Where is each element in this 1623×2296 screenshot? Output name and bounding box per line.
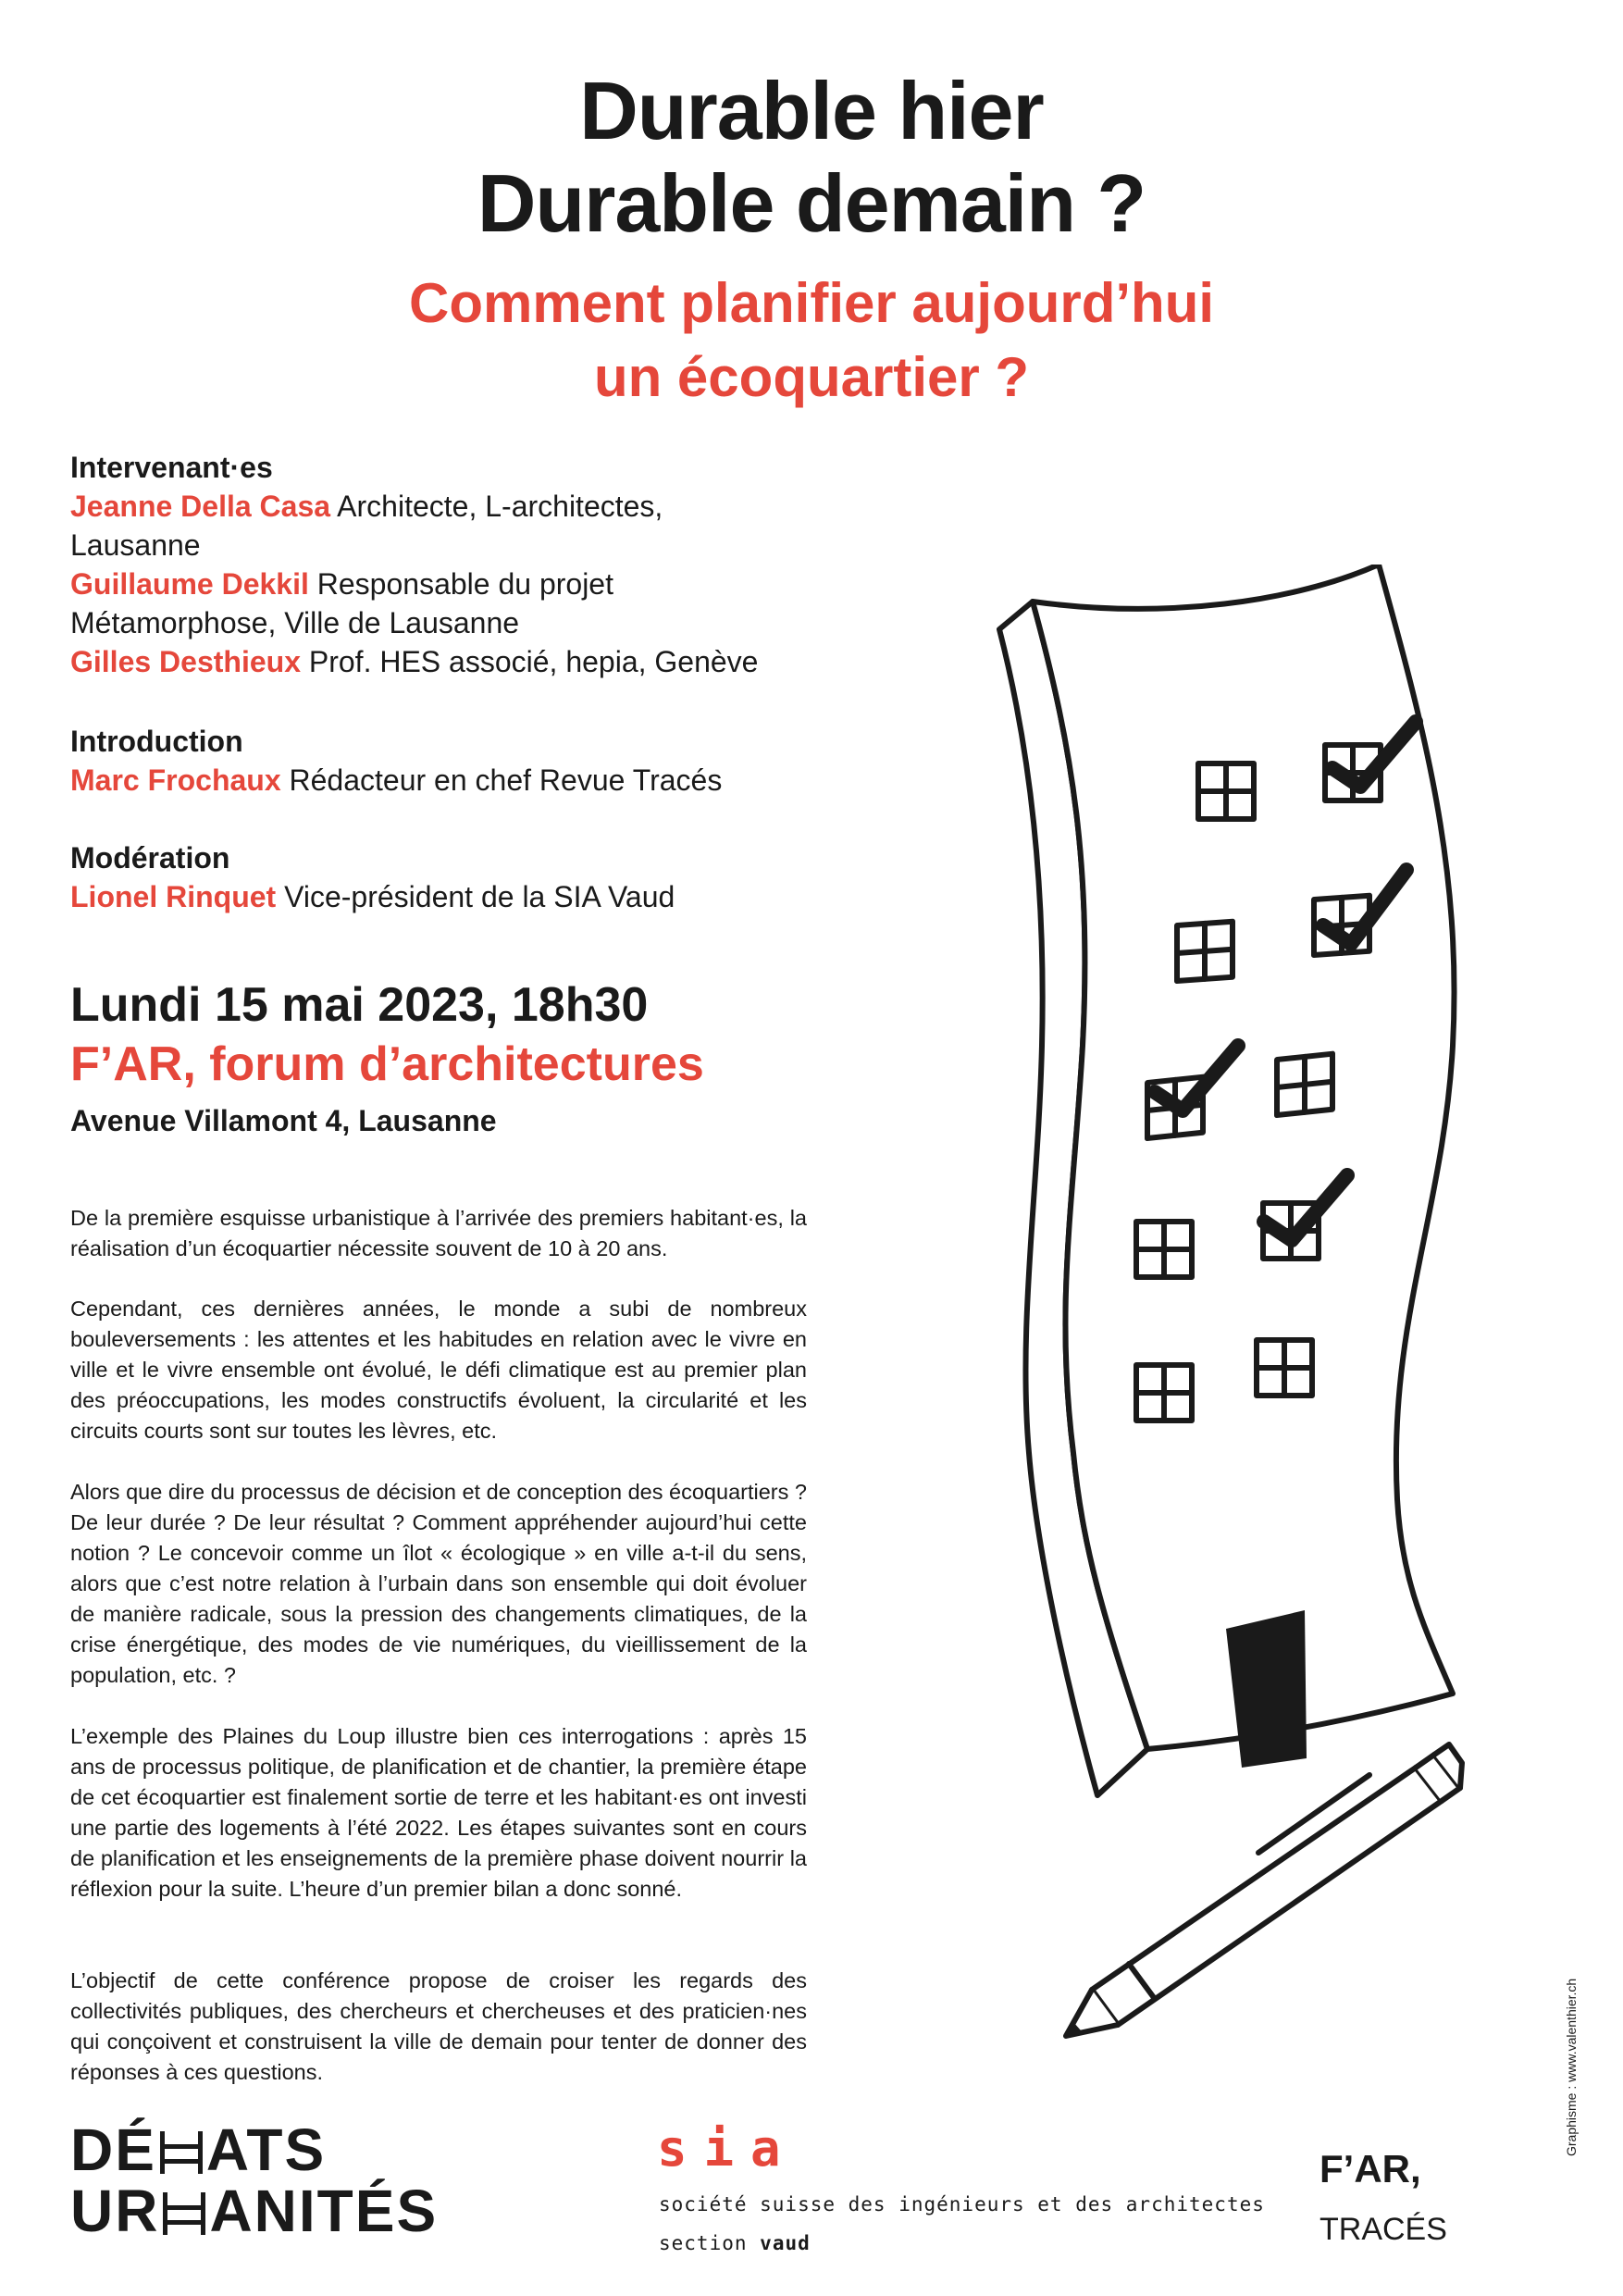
logo-text: UR [70, 2178, 160, 2244]
pen-icon [1066, 1744, 1462, 2036]
traces-logo: TRACÉS [1319, 2212, 1447, 2247]
building-illustration [981, 565, 1573, 2045]
introduction-section [70, 722, 811, 800]
speaker-name: Jeanne Della Casa [70, 490, 331, 523]
introduction-name: Marc Frochaux [70, 763, 281, 797]
speaker-name: Guillaume Dekkil [70, 567, 309, 601]
speaker-2 [70, 565, 811, 642]
speaker-role: Prof. HES associé, hepia, Genève [308, 645, 759, 678]
introduction-person [70, 761, 811, 800]
speaker-3 [70, 642, 811, 681]
logo-text: ATS [205, 2116, 327, 2183]
title-line-2: Durable demain ? [477, 157, 1146, 249]
speaker-1 [70, 487, 811, 565]
speaker-role: Architecte, L-architectes, [337, 490, 663, 523]
title-line-1: Durable hier [579, 65, 1044, 156]
far-logo: F’AR, [1319, 2147, 1421, 2191]
sia-logo: sia [657, 2119, 798, 2178]
sia-section-name: vaud [760, 2232, 811, 2254]
body-paragraph-4: L’exemple des Plaines du Loup illustre bien ces interrogations : après 15 ans de processus politique, de planification et de chantier, la première étape de cet écoquartier est finalement sortie de terre et les habitant·es ont investi une partie des logements à l’été 2022. Les étapes suivantes sont en cours de planification et les enseignements de la première phase doivent nourrir la réflexion pour la suite. L’heure d’un premier bilan a donc sonné. [70, 1724, 807, 1901]
speaker-role: Responsable du projet [316, 567, 613, 601]
speaker-role-cont: Métamorphose, Ville de Lausanne [70, 606, 520, 639]
subtitle-line-1: Comment planifier aujourd’hui [408, 272, 1215, 334]
speaker-name: Gilles Desthieux [70, 645, 301, 678]
moderation-section [70, 838, 811, 916]
introduction-heading: Introduction [70, 725, 243, 758]
sia-section-prefix: section [659, 2232, 748, 2254]
moderation-role: Vice-président de la SIA Vaud [284, 880, 675, 913]
event-venue: F’AR, forum d’architectures [70, 1037, 704, 1091]
body-paragraph-3: Alors que dire du processus de décision et de conception des écoquartiers ? De leur durée ? De leur résultat ? Comment appréhender aujourd’hui cette notion ? Le concevoir comme un îlot « écologique » en ville a-t-il du sens, alors que c’est notre relation à l’urbain dans son ensemble qui doit évoluer de manière radicale, sous la pression des changements climatiques, de la crise énergétique, des modes de vie numériques, du vieillissement de la population, etc. ? [70, 1480, 807, 1687]
event-address: Avenue Villamont 4, Lausanne [70, 1104, 497, 1137]
speakers-heading: Intervenant·es [70, 451, 273, 484]
moderation-person [70, 877, 811, 916]
graphic-credit: Graphisme : www.valenthier.ch [1564, 1978, 1579, 2156]
logo-glyph [160, 2131, 203, 2174]
sia-tagline: société suisse des ingénieurs et des architectes [659, 2193, 1265, 2215]
sia-section [659, 2232, 811, 2254]
moderation-name: Lionel Rinquet [70, 880, 277, 913]
introduction-role: Rédacteur en chef Revue Tracés [289, 763, 723, 797]
logo-text: DÉ [70, 2116, 156, 2183]
speakers-section [70, 448, 811, 681]
debats-urbanites-logo [70, 2116, 439, 2244]
body-paragraph-5: L’objectif de cette conférence propose de croiser les regards des collectivités publiques, des chercheurs et chercheuses et des praticien·nes qui conçoivent et construisent la ville de demain pour tenter de donner des réponses à ces questions. [70, 1968, 807, 2084]
body-paragraph-2: Cependant, ces dernières années, le monde a subi de nombreux bouleversements : les attentes et les habitudes en relation avec le vivre en ville et le vivre ensemble ont évolué, le défi climatique est au premier plan des préoccupations, les modes constructifs évoluent, la circularité et les circuits courts sont sur toutes les lèvres, etc. [70, 1297, 807, 1443]
body-paragraph-1: De la première esquisse urbanistique à l’arrivée des premiers habitant·es, la réalisation d’un écoquartier nécessite souvent de 10 à 20 ans. [70, 1206, 807, 1260]
subtitle-line-2: un écoquartier ? [593, 346, 1030, 408]
door [1226, 1610, 1307, 1768]
moderation-heading: Modération [70, 841, 230, 875]
speaker-role-cont: Lausanne [70, 528, 201, 562]
logo-glyph [163, 2192, 205, 2235]
logo-text: ANITÉS [209, 2178, 439, 2244]
event-date: Lundi 15 mai 2023, 18h30 [70, 978, 649, 1032]
